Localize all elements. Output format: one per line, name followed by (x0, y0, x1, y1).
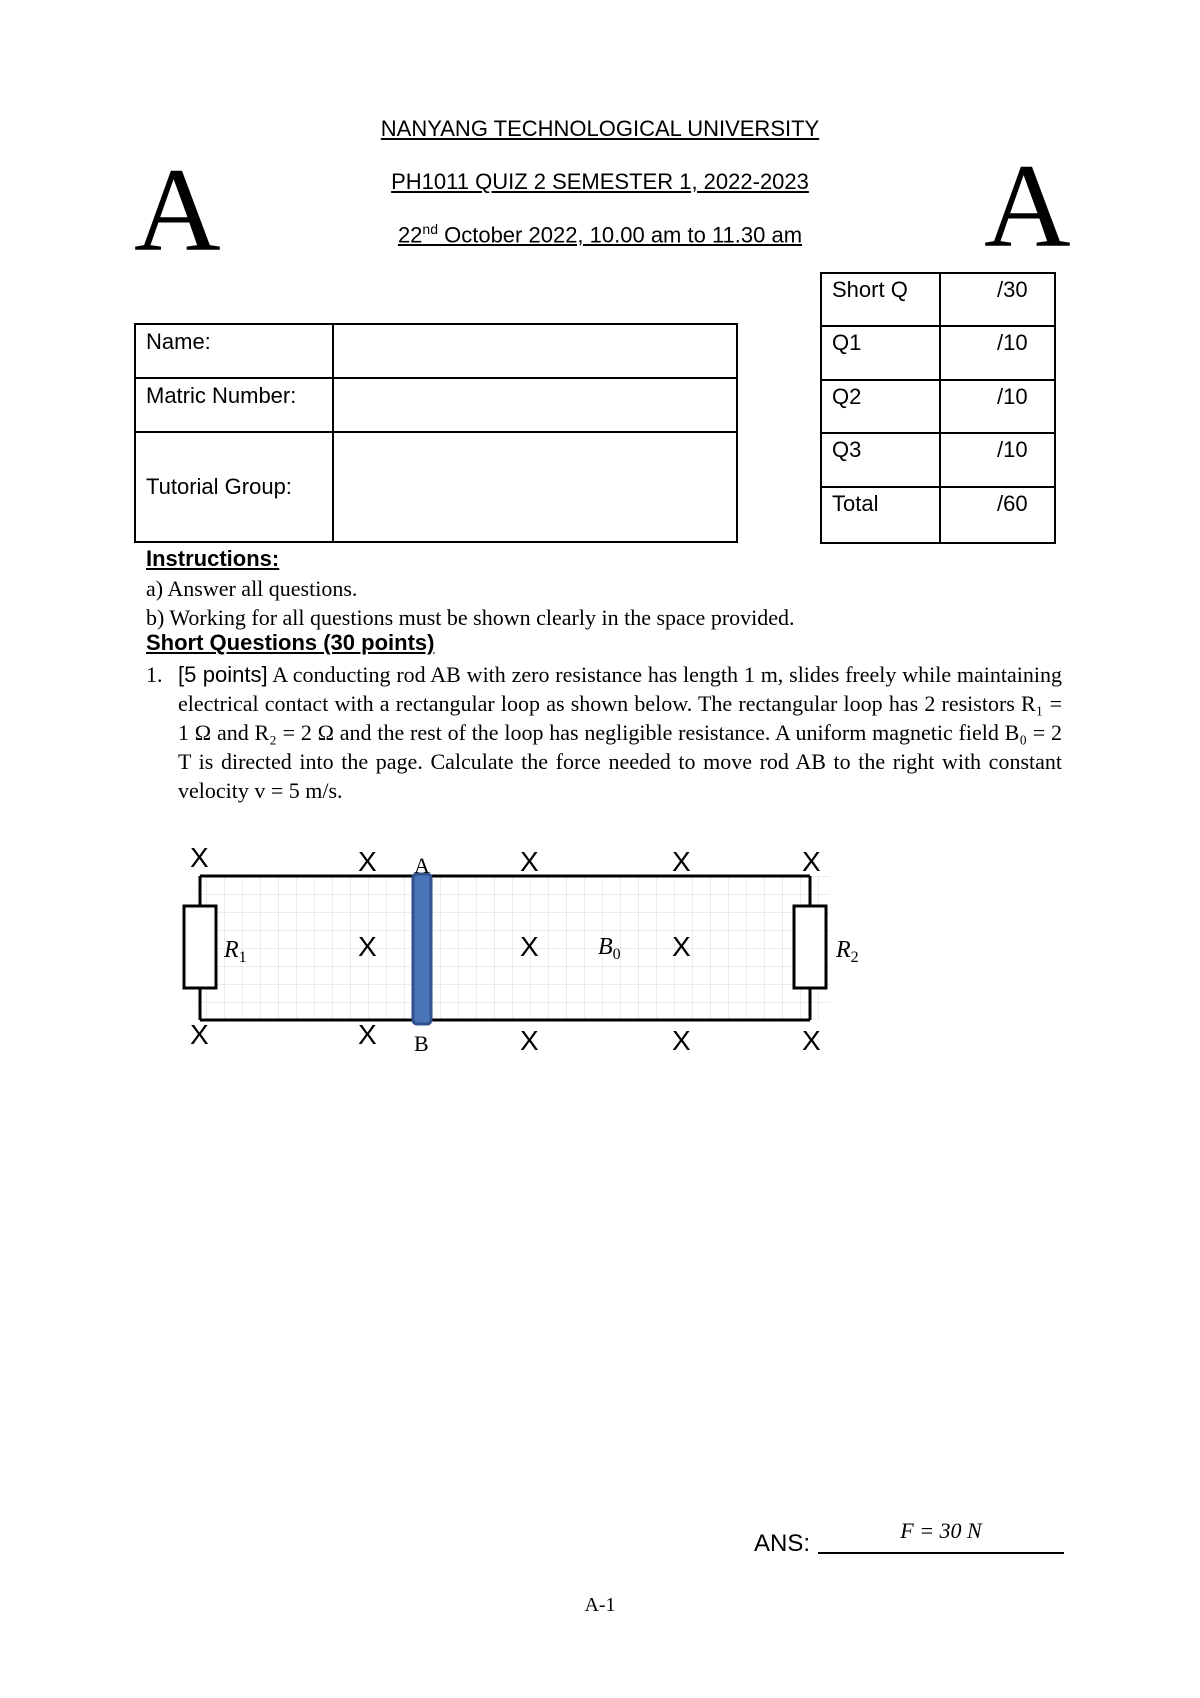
field-x-mark: X (358, 931, 377, 962)
university-title: NANYANG TECHNOLOGICAL UNIVERSITY (380, 116, 820, 141)
question-number: 1. (146, 662, 163, 687)
score-label: Q3 (821, 433, 940, 487)
rod-label-b: B (414, 1031, 429, 1056)
field-x-mark: X (520, 1025, 539, 1056)
answer-label: ANS: (754, 1530, 811, 1557)
instruction-a: a) Answer all questions. (146, 576, 358, 601)
question-points: [5 points] (178, 662, 268, 687)
rod-label-a: A (414, 853, 430, 878)
instruction-b: b) Working for all questions must be shown clearly in the space provided. (146, 605, 795, 630)
matric-label: Matric Number: (135, 378, 333, 432)
question-text: A conducting rod AB with zero resistance has length 1 m, slides freely while maintaining electrical contact with a rectangular loop as shown below. The rectangular loop has 2 resistors R₁ = 1 Ω and R₂ = 2 Ω and the rest of the loop has negligible resistance. A uniform magnetic field B₀ = 2 T is directed into the page. Calculate the force needed to move rod AB to the right with constant velocity v = 5 m/s. (178, 662, 1063, 803)
course-title: PH1011 QUIZ 2 SEMESTER 1, 2022-2023 (391, 169, 809, 194)
circuit-diagram (170, 840, 859, 1060)
field-x-mark: X (358, 1019, 377, 1050)
tutorial-field[interactable] (333, 432, 737, 542)
resistor-r2-label: $R_2$ (836, 937, 859, 966)
field-x-mark: X (190, 842, 209, 873)
score-label: Q2 (821, 380, 940, 433)
name-label: Name: (135, 324, 333, 378)
resistor-r1-label: $R_1$ (224, 937, 247, 966)
field-x-mark: X (190, 1019, 209, 1050)
field-x-mark: X (672, 846, 691, 877)
field-x-mark: X (672, 1025, 691, 1056)
score-row (821, 273, 1055, 326)
instructions-heading: Instructions: (146, 546, 280, 571)
field-b0-label: $B_0$ (598, 934, 621, 963)
score-label: Q1 (821, 326, 940, 380)
score-max: /10 (940, 326, 1055, 380)
score-table (820, 272, 1056, 544)
field-x-mark: X (358, 846, 377, 877)
resistor-r1 (184, 906, 216, 988)
loop-grid (198, 876, 830, 1020)
page-number: A-1 (584, 1594, 616, 1616)
tutorial-label: Tutorial Group: (135, 432, 333, 542)
score-max: /30 (940, 273, 1055, 326)
score-row (821, 326, 1055, 380)
score-label: Short Q (821, 273, 940, 326)
answer-value: F = 30 N (900, 1518, 982, 1543)
name-field[interactable] (333, 324, 737, 378)
score-max: /10 (940, 380, 1055, 433)
student-info-table (134, 323, 738, 543)
answer-line[interactable] (818, 1552, 1064, 1554)
field-x-mark: X (520, 846, 539, 877)
question-1 (146, 660, 1062, 805)
resistor-r2 (794, 906, 826, 988)
field-x-mark: X (802, 846, 821, 877)
exam-date: 22nd October 2022, 10.00 am to 11.30 am (397, 221, 803, 248)
score-max: /60 (940, 487, 1055, 543)
score-row (821, 380, 1055, 433)
matric-field[interactable] (333, 378, 737, 432)
field-x-mark: X (520, 931, 539, 962)
score-row (821, 487, 1055, 543)
short-questions-heading: Short Questions (30 points) (146, 630, 435, 655)
version-mark-left: A (134, 143, 221, 276)
score-row (821, 433, 1055, 487)
score-max: /10 (940, 433, 1055, 487)
field-x-mark: X (802, 1025, 821, 1056)
field-x-mark: X (672, 931, 691, 962)
score-label: Total (821, 487, 940, 543)
conducting-rod (413, 874, 431, 1024)
version-mark-right: A (984, 139, 1071, 272)
